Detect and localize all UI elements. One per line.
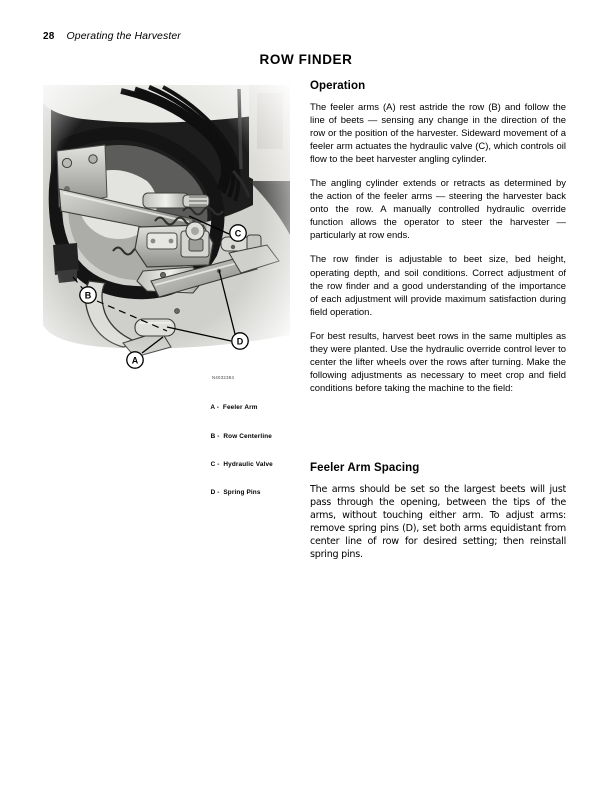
legend-label: Row Centerline	[223, 432, 273, 440]
feeler-arm-spacing-section	[310, 462, 566, 562]
legend-key: B	[210, 432, 216, 440]
legend-label: Spring Pins	[223, 489, 261, 497]
legend-dash: -	[214, 404, 223, 412]
photo-artwork	[43, 85, 290, 372]
page-number: 28	[43, 31, 55, 42]
legend-key: A	[210, 404, 215, 412]
operation-heading: Operation	[310, 80, 366, 92]
legend-dash: -	[215, 432, 224, 440]
legend-label: Feeler Arm	[222, 404, 258, 412]
legend-item	[199, 394, 273, 422]
legend-item	[199, 422, 273, 450]
legend-item	[199, 450, 273, 478]
svg-text:A: A	[131, 355, 139, 366]
running-head	[43, 30, 181, 42]
running-head-title: Operating the Harvester	[66, 30, 181, 42]
legend-key: D	[210, 489, 216, 497]
operation-paragraph-1: The feeler arms (A) rest astride the row (B) and follow the line of beets — sensing any change in the direction of the row or the position of the harvester. Sideward movement of a feeler arm actuates the hydraulic valve (C), which controls oil flow to the beet harvester angling cylinder.	[310, 102, 566, 166]
operation-paragraph-3: The row finder is adjustable to beet size, bed height, operating depth, and soil conditions. Correct adjustment of the row finder and a good understanding of the importance of each adjustment will provide maximum satisfaction during field operation.	[310, 254, 566, 318]
figure-reference-code: N4032384	[212, 375, 235, 380]
feeler-arm-spacing-paragraph-1: The arms should be set so the largest beets will just pass through the opening, between the tips of the arms, without touching either arm. To adjust arms: remove spring pins (D), set both arms equidistant from center line of row for desired setting; then reinstall spring pins.	[310, 484, 566, 561]
figure-row-finder	[43, 85, 290, 372]
svg-text:B: B	[84, 290, 92, 301]
feeler-arm-spacing-heading: Feeler Arm Spacing	[310, 462, 420, 474]
legend-key: C	[210, 460, 216, 468]
legend-dash: -	[215, 460, 224, 468]
operation-paragraph-4: For best results, harvest beet rows in the same multiples as they were planted. Use the hydraulic override control lever to center the lifter wheels over the rows after turning. Make the following adjustments as necessary to meet crop and field conditions before taking the machine to the field:	[310, 330, 566, 394]
figure-photograph	[43, 85, 290, 372]
figure-legend	[199, 394, 273, 507]
operation-section	[310, 80, 566, 395]
legend-label: Hydraulic Valve	[223, 460, 273, 468]
svg-text:C: C	[234, 228, 242, 239]
svg-text:D: D	[236, 336, 244, 347]
legend-dash: -	[215, 489, 224, 497]
operation-paragraph-2: The angling cylinder extends or retracts as determined by the action of the feeler arms — steering the harvester back onto the row. A manually controlled hydraulic override function allows the operator to steer the harvester — particularly at row ends.	[310, 178, 566, 242]
page-title: ROW FINDER	[259, 52, 353, 67]
legend-item	[199, 479, 273, 507]
